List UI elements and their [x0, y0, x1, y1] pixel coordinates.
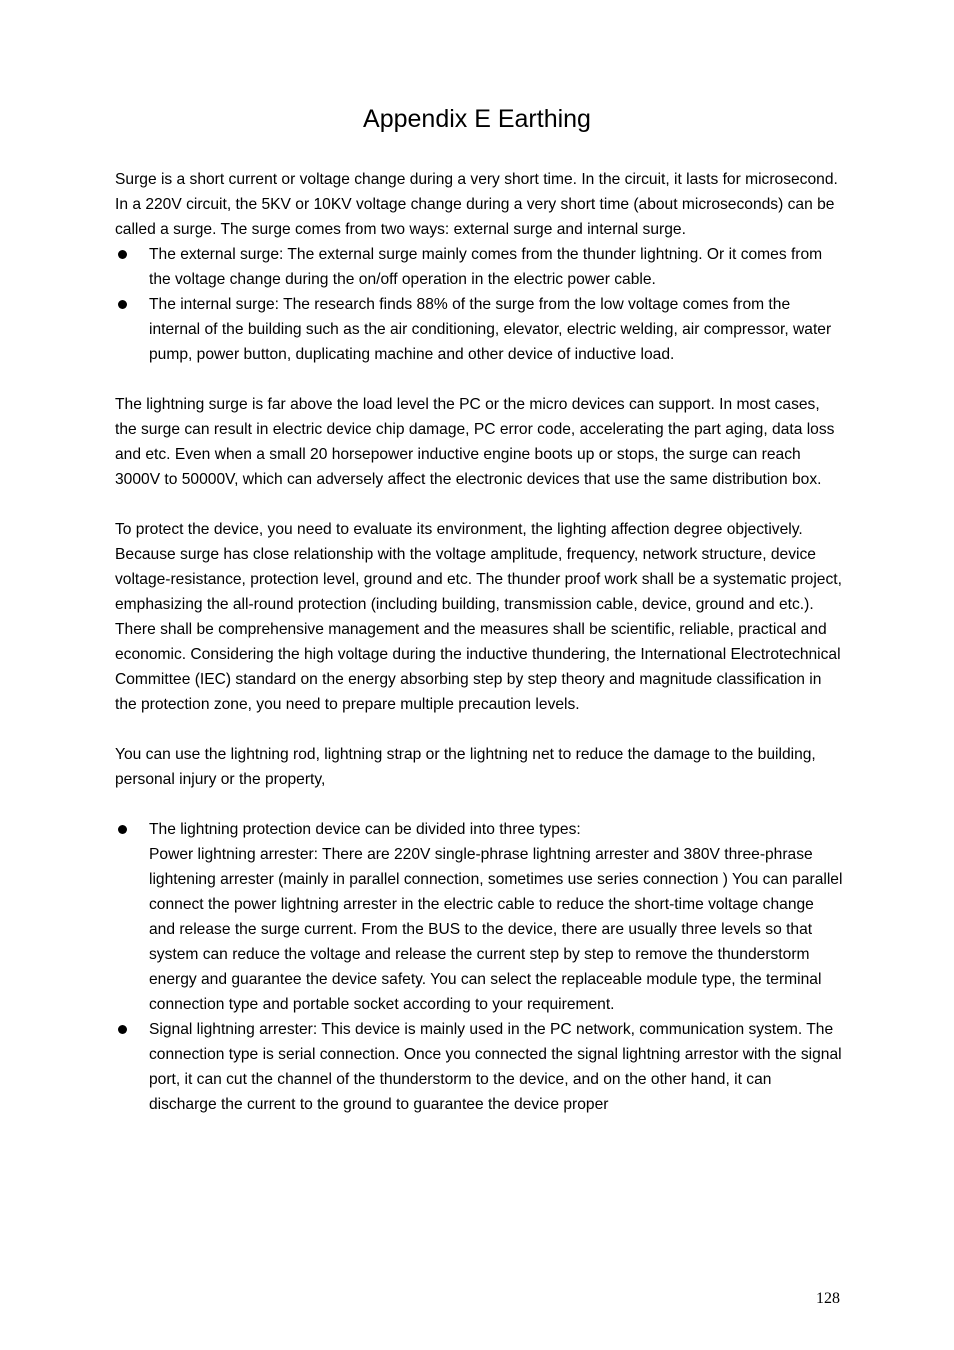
paragraph: To protect the device, you need to evaluate its environment, the lighting affection degree objectively. Because surge has close relationship with the voltage amplitude, frequency, network structure, device voltage-resistance, protection level, ground and etc. The thunder proof work shall be a systematic project, emphasizing the all-round protection (including building, transmission cable, device, ground and etc.). There shall be comprehensive management and the measures shall be scientific, reliable, practical and economic. Considering the high voltage during the inductive thundering, the International Electrotechnical Committee (IEC) standard on the energy absorbing step by step theory and magnitude classification in the protection zone, you need to prepare multiple precaution levels. [115, 521, 842, 713]
paragraph: The lightning surge is far above the load level the PC or the micro devices can support. In most cases, the surge can result in electric device chip damage, PC error code, accelerating the part aging, data loss and etc. Even when a small 20 horsepower inductive engine boots up or stops, the surge can reach 3000V to 50000V, which can adversely affect the electronic devices that use the same distribution box. [115, 396, 835, 488]
document-body [115, 167, 843, 1117]
bullet-icon [118, 1025, 127, 1034]
surge-types-list [115, 242, 843, 367]
list-item [115, 1017, 843, 1117]
bullet-icon [118, 825, 127, 834]
paragraph: You can use the lightning rod, lightning strap or the lightning net to reduce the damage to the building, personal injury or the property, [115, 746, 816, 788]
bullet-icon [118, 300, 127, 309]
list-item-lead: The lightning protection device can be divided into three types: [149, 821, 581, 838]
page-title: Appendix E Earthing [363, 105, 591, 133]
list-item [115, 292, 843, 367]
bullet-icon [118, 250, 127, 259]
list-item-text: Signal lightning arrester: This device is mainly used in the PC network, communication system. The connection type is serial connection. Once you connected the signal lightning arrestor with the signal port, it can cut the channel of the thunderstorm to the device, and on the other hand, it can discharge the current to the ground to guarantee the device proper [149, 1021, 842, 1113]
list-item [115, 817, 843, 1017]
protection-list [115, 817, 843, 1117]
list-item [115, 242, 843, 292]
list-item-text: The external surge: The external surge mainly comes from the thunder lightning. Or it comes from the voltage change during the on/off operation in the electric power cable. [149, 246, 823, 288]
intro-paragraph: Surge is a short current or voltage change during a very short time. In the circuit, it lasts for microsecond. In a 220V circuit, the 5KV or 10KV voltage change during a very short time (about microseconds) can be called a surge. The surge comes from two ways: external surge and internal surge. [115, 171, 838, 238]
list-item-text: The internal surge: The research finds 88% of the surge from the low voltage comes from the internal of the building such as the air conditioning, elevator, electric welding, air compressor, water pump, power button, duplicating machine and other device of inductive load. [149, 296, 832, 363]
page-number: 128 [816, 1290, 840, 1307]
list-item-text: Power lightning arrester: There are 220V single-phrase lightning arrester and 380V three-phrase lightening arrester (mainly in parallel connection, sometimes use series connection ) You can parallel connect the power lightning arrester in the electric cable to reduce the short-time voltage change and release the surge current. From the BUS to the device, there are usually three levels so that system can reduce the voltage and release the current step by step to remove the thunderstorm energy and guarantee the device safety. You can select the replaceable module type, the terminal connection type and portable socket according to your requirement. [149, 846, 843, 1013]
